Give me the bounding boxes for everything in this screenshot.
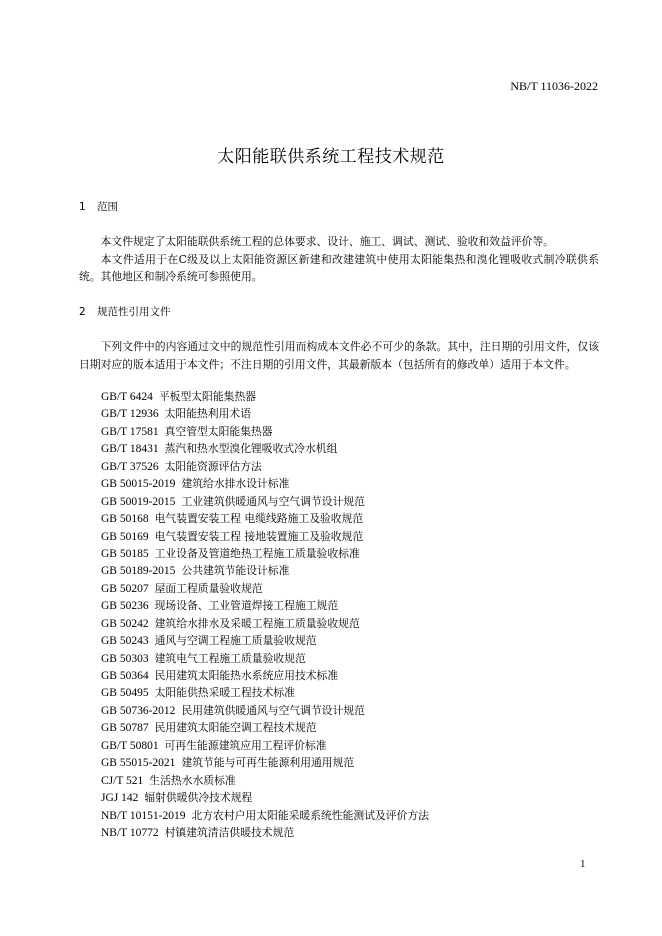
reference-code: GB/T 18431 [101,443,159,456]
reference-item [101,597,429,614]
reference-list [101,388,429,841]
reference-code: GB 50787 [101,722,149,735]
reference-code: NB/T 10772 [101,826,159,839]
reference-item [101,475,429,492]
reference-title: 现场设备、工业管道焊接工程施工规范 [154,599,339,613]
reference-item [101,702,429,719]
reference-item [101,772,429,789]
reference-title: 太阳能热利用术语 [164,407,251,421]
reference-title: 辐射供暖供冷技术规程 [144,791,253,805]
reference-title: 生活热水水质标准 [149,773,236,787]
reference-item [101,528,429,545]
reference-title: 太阳能资源评估方法 [164,459,262,473]
document-code: NB/T 11036-2022 [510,79,598,93]
reference-title: 可再生能源建筑应用工程评价标准 [164,738,327,752]
reference-item [101,388,429,405]
references-intro-paragraph: 下列文件中的内容通过文中的规范性引用而构成本文件必不可少的条款。其中，注日期的引用文件，仅该日期对应的版本适用于本文件；不注日期的引用文件，其最新版本（包括所有的修改单）适用于本文件。 [79,340,599,371]
reference-code: GB 50236 [101,600,149,613]
reference-item [101,493,429,510]
section-heading-references [79,305,171,319]
reference-item [101,807,429,824]
reference-title: 建筑节能与可再生能源利用通用规范 [181,756,355,770]
reference-code: GB 50019-2015 [101,495,176,508]
reference-title: 村镇建筑清洁供暖技术规范 [164,825,295,839]
reference-code: GB/T 17581 [101,425,159,438]
reference-item [101,545,429,562]
section-number: 2 [79,306,86,318]
reference-title: 工业建筑供暖通风与空气调节设计规范 [181,494,365,508]
reference-item [101,719,429,736]
section-title: 规范性引用文件 [97,306,171,318]
reference-title: 建筑给水排水及采暖工程施工质量验收规范 [154,616,360,630]
reference-title: 民用建筑太阳能空调工程技术规范 [154,721,317,735]
reference-code: GB 55015-2021 [101,757,176,770]
reference-item [101,789,429,806]
reference-code: NB/T 10151-2019 [101,809,186,822]
reference-title: 太阳能供热采暖工程技术标准 [154,686,295,700]
reference-code: JGJ 142 [101,792,139,805]
reference-title: 北方农村户用太阳能采暖系统性能测试及评价方法 [191,808,429,822]
reference-title: 通风与空调工程施工质量验收规范 [154,634,317,648]
reference-code: GB 50168 [101,513,149,526]
reference-item [101,423,429,440]
reference-code: GB 50242 [101,617,149,630]
reference-code: GB/T 37526 [101,460,159,473]
reference-code: GB 50169 [101,530,149,543]
reference-item [101,667,429,684]
reference-title: 电气装置安装工程 电缆线路施工及验收规范 [154,512,364,526]
section-title: 范围 [97,201,118,213]
reference-code: GB 50189-2015 [101,565,176,578]
reference-item [101,615,429,632]
reference-code: CJ/T 521 [101,774,144,787]
reference-item [101,458,429,475]
reference-title: 建筑电气工程施工质量验收规范 [154,651,306,665]
reference-title: 真空管型太阳能集热器 [164,424,273,438]
reference-item [101,824,429,841]
reference-title: 屋面工程质量验收规范 [154,581,263,595]
reference-code: GB 50207 [101,582,149,595]
section-number: 1 [79,201,86,213]
reference-item [101,580,429,597]
reference-item [101,684,429,701]
page-title: 太阳能联供系统工程技术规范 [217,147,445,167]
reference-code: GB 50185 [101,547,149,560]
reference-item [101,650,429,667]
reference-code: GB/T 12936 [101,408,159,421]
reference-code: GB 50303 [101,652,149,665]
reference-title: 公共建筑节能设计标准 [181,564,290,578]
reference-code: GB 50495 [101,687,149,700]
reference-code: GB/T 6424 [101,391,153,403]
reference-title: 蒸汽和热水型溴化锂吸收式冷水机组 [164,442,338,456]
reference-item [101,754,429,771]
scope-paragraph: 本文件适用于在C级及以上太阳能资源区新建和改建建筑中使用太阳能集热和溴化锂吸收式制冷联供系统。其他地区和制冷系统可参照使用。 [79,252,599,283]
page-number: 1 [580,858,586,870]
reference-title: 建筑给水排水设计标准 [181,477,290,491]
reference-title: 民用建筑供暖通风与空气调节设计规范 [181,703,365,717]
reference-item [101,510,429,527]
reference-title: 工业设备及管道绝热工程施工质量验收标准 [154,546,360,560]
reference-item [101,737,429,754]
reference-code: GB 50736-2012 [101,704,176,717]
section-heading-scope [79,200,118,214]
reference-item [101,440,429,457]
reference-title: 民用建筑太阳能热水系统应用技术标准 [154,669,339,682]
reference-code: GB 50015-2019 [101,478,176,491]
reference-code: GB/T 50801 [101,739,159,752]
reference-title: 平板型太阳能集热器 [158,390,257,403]
reference-item [101,562,429,579]
references-intro [79,338,599,373]
reference-item [101,405,429,422]
reference-code: GB 50364 [101,670,149,682]
reference-item [101,632,429,649]
scope-body [79,233,599,286]
reference-code: GB 50243 [101,635,149,648]
scope-paragraph: 本文件规定了太阳能联供系统工程的总体要求、设计、施工、调试、测试、验收和效益评价等。 [100,235,555,248]
reference-title: 电气装置安装工程 接地装置施工及验收规范 [154,529,364,543]
